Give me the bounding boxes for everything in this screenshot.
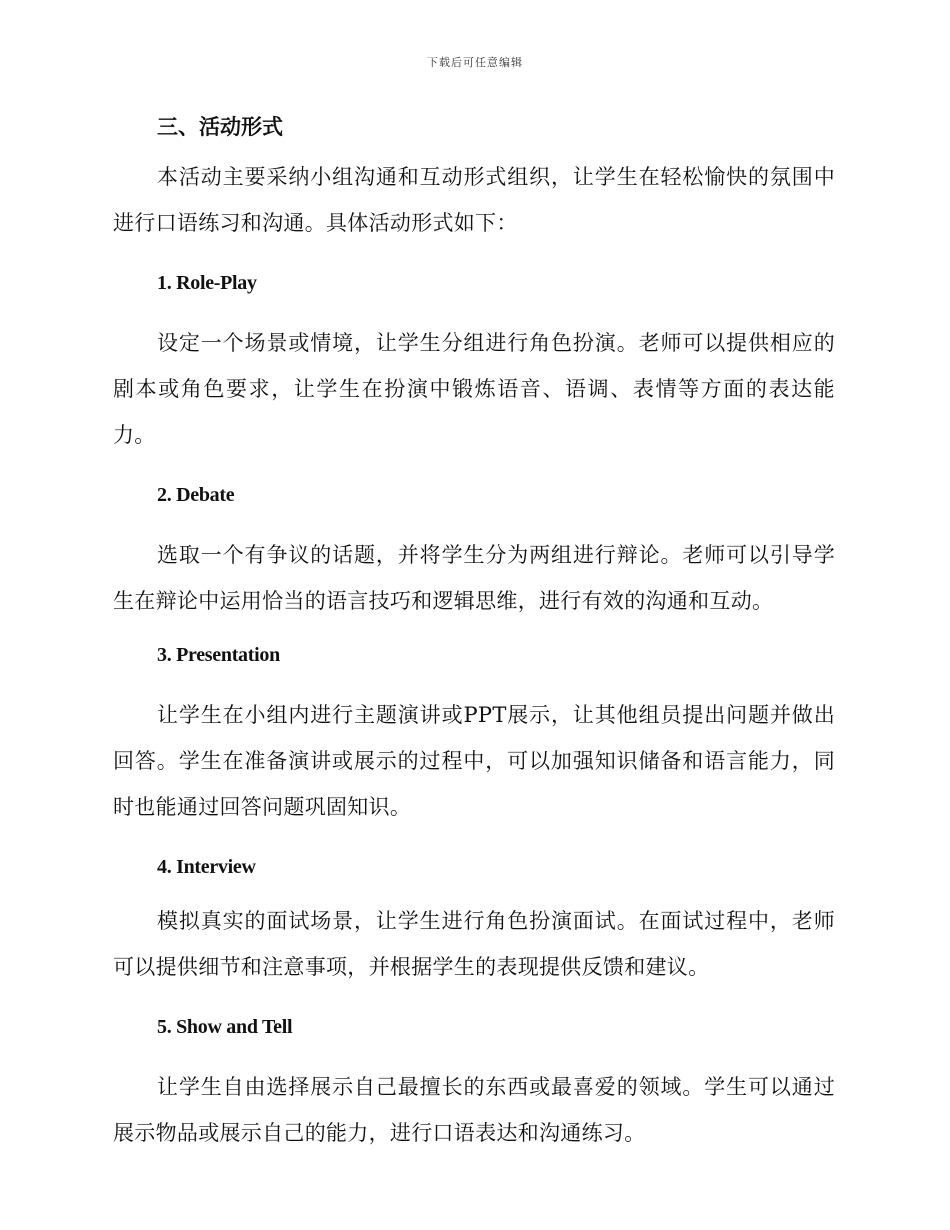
activity-title-role-play: 1. Role-Play — [157, 272, 257, 294]
activity-title-presentation: 3. Presentation — [157, 644, 280, 666]
activity-description-interview: 模拟真实的面试场景，让学生进行角色扮演面试。在面试过程中，老师可以提供细节和注意事项，并根据学生的表现提供反馈和建议。 — [113, 909, 835, 979]
activity-description-role-play: 设定一个场景或情境，让学生分组进行角色扮演。老师可以提供相应的剧本或角色要求，让学生在扮演中锻炼语音、语调、表情等方面的表达能力。 — [113, 331, 835, 447]
section-title: 三、活动形式 — [157, 114, 283, 139]
document-body — [113, 108, 835, 1156]
activity-description-show-and-tell: 让学生自由选择展示自己最擅长的东西或最喜爱的领域。学生可以通过展示物品或展示自己的能力，进行口语表达和沟通练习。 — [113, 1075, 835, 1145]
activity-description-debate: 选取一个有争议的话题，并将学生分为两组进行辩论。老师可以引导学生在辩论中运用恰当的语言技巧和逻辑思维，进行有效的沟通和互动。 — [113, 543, 835, 613]
activity-title-interview: 4. Interview — [157, 856, 256, 878]
intro-paragraph: 本活动主要采纳小组沟通和互动形式组织，让学生在轻松愉快的氛围中进行口语练习和沟通。具体活动形式如下： — [113, 165, 835, 235]
activity-title-debate: 2. Debate — [157, 484, 235, 506]
activity-title-show-and-tell: 5. Show and Tell — [157, 1016, 293, 1038]
page-header-note: 下载后可任意编辑 — [427, 56, 523, 69]
activity-description-presentation: 让学生在小组内进行主题演讲或PPT展示，让其他组员提出问题并做出回答。学生在准备演讲或展示的过程中，可以加强知识储备和语言能力，同时也能通过回答问题巩固知识。 — [113, 703, 835, 819]
